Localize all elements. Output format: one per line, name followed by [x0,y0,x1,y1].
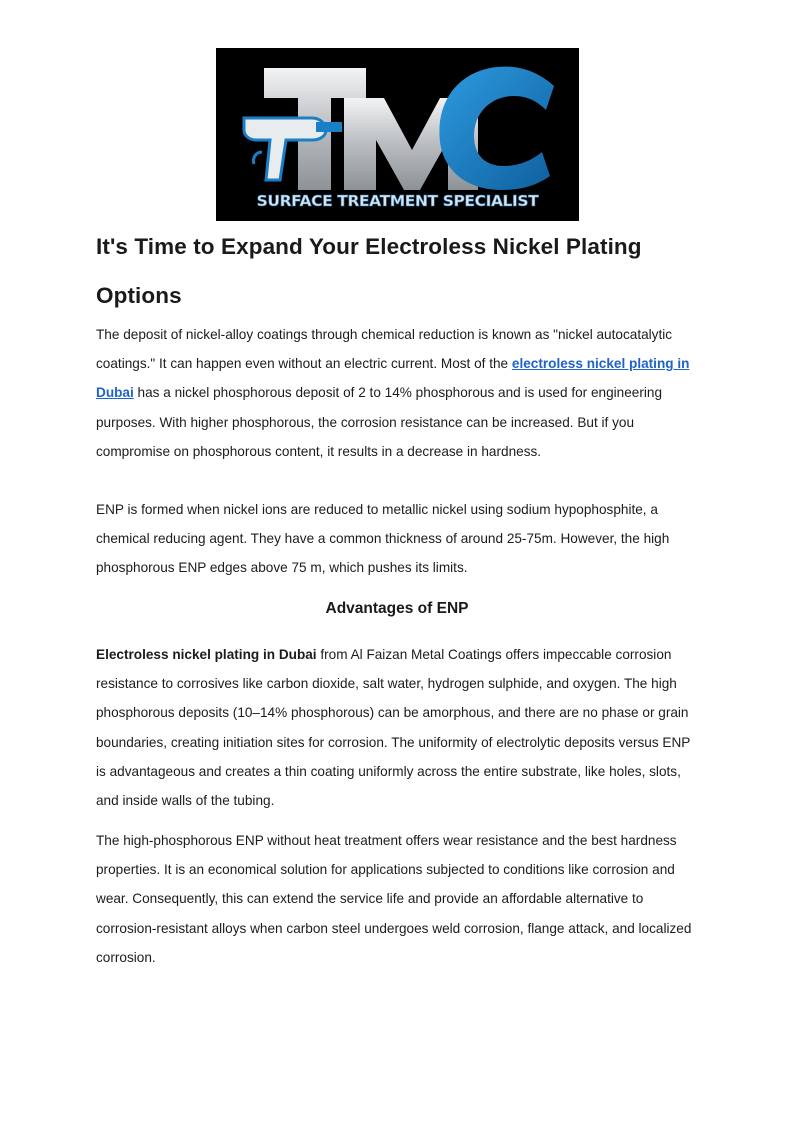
intro-paragraph-1 [96,320,700,466]
section-paragraph-1-text: from Al Faizan Metal Coatings offers impeccable corrosion resistance to corrosives like carbon dioxide, salt water, hydrogen sulphide, and oxygen. The high phosphorous deposits (10–14% phosphorous) can be amorphous, and there are no phase or grain boundaries, creating initiation sites for corrosion. The uniformity of electrolytic deposits versus ENP is advantageous and creates a thin coating uniformly across the entire substrate, like holes, slots, and inside walls of the tubing. [96,647,691,809]
intro-text-after-link: has a nickel phosphorous deposit of 2 to 14% phosphorous and is used for engineering purposes. With higher phosphorous, the corrosion resistance can be increased. But if you compromise on phosphorous content, it results in a decrease in hardness. [96,385,663,459]
electroless-nickel-plating-link[interactable]: electroless nickel plating in Dubai [96,356,690,401]
section-heading: Advantages of ENP [325,600,469,617]
page-title: It's Time to Expand Your Electroless Nickel Plating Options [96,234,642,308]
section-paragraph-1 [96,640,700,815]
tmc-logo-graphic [216,48,579,221]
intro-text-before-link: The deposit of nickel-alloy coatings through chemical reduction is known as "nickel autocatalytic coatings." It can happen even without an electric current. Most of the [96,327,673,372]
tmc-logo [216,48,579,221]
logo-letter-c-icon [439,67,554,190]
section-paragraph-2: The high-phosphorous ENP without heat treatment offers wear resistance and the best hardness properties. It is an economical solution for applications subjected to conditions like corrosion and wear. Consequently, this can extend the service life and provide an affordable alternative to corrosion-resistant alloys when carbon steel undergoes weld corrosion, flange attack, and localized corrosion. [96,833,692,965]
section-bold-lead: Electroless nickel plating in Dubai [96,647,317,662]
logo-tagline: SURFACE TREATMENT SPECIALIST [256,192,539,210]
intro-paragraph-2: ENP is formed when nickel ions are reduced to metallic nickel using sodium hypophosphite, a chemical reducing agent. They have a common thickness of around 25-75m. However, the high phosphorous ENP edges above 75 m, which pushes its limits. [96,502,670,576]
